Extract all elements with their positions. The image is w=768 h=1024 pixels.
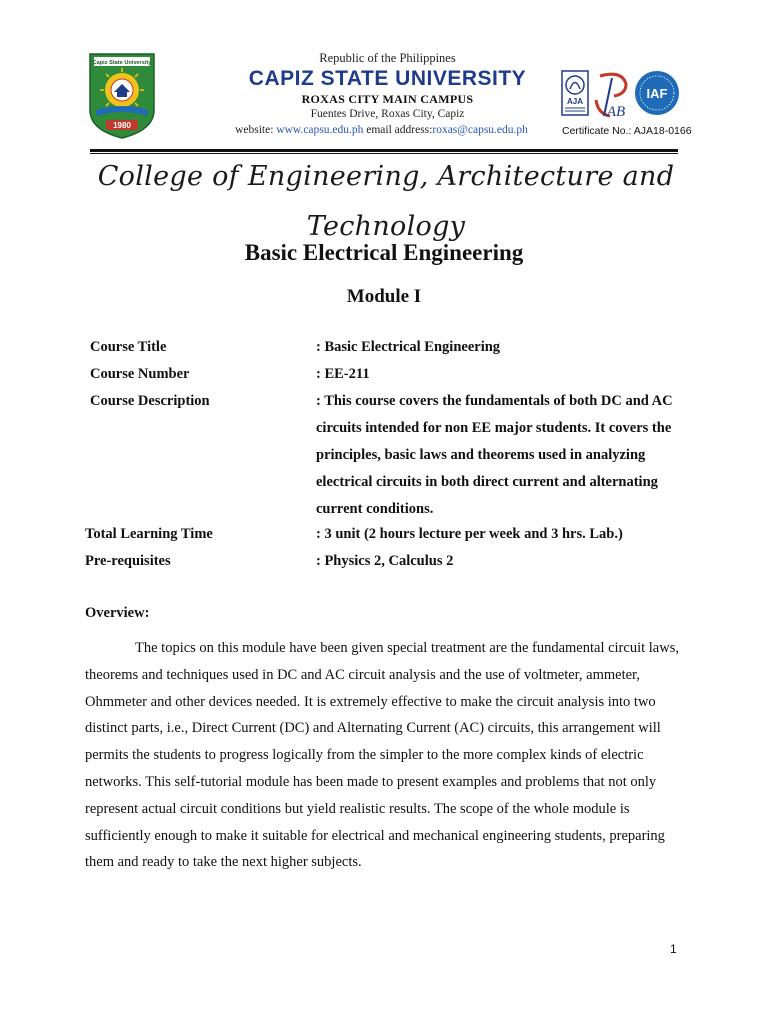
svg-text:AJA: AJA (566, 97, 584, 106)
course-description-label: Course Description (90, 393, 210, 409)
document-title: Basic Electrical Engineering (244, 240, 524, 265)
republic-line: Republic of the Philippines (319, 51, 456, 65)
prerequisites-value: : Physics 2, Calculus 2 (316, 553, 454, 569)
letterhead-text (210, 50, 565, 138)
letterhead (0, 0, 768, 242)
course-title-label: Course Title (90, 339, 167, 355)
iaf-icon (634, 70, 680, 116)
jab-accreditation-icon (592, 70, 630, 122)
website-label: website: (235, 124, 277, 136)
course-number-value: : EE-211 (316, 366, 370, 382)
svg-text:1980: 1980 (113, 121, 131, 130)
university-seal-icon (88, 52, 156, 140)
svg-text:Capiz State University: Capiz State University (92, 60, 152, 66)
learning-time-value: : 3 unit (2 hours lecture per week and 3 hrs. Lab.) (316, 526, 623, 542)
contact-line (198, 122, 565, 138)
campus-address: Fuentes Drive, Roxas City, Capiz (310, 108, 465, 120)
website-link[interactable]: www.capsu.edu.ph (276, 124, 364, 136)
course-description-value: : This course covers the fundamentals of both DC and AC circuits intended for non EE major students. It covers the principles, basic laws and theorems used in analyzing electrical circuits in both direct current and alternating current conditions. (316, 393, 673, 517)
overview-heading: Overview: (85, 605, 150, 621)
module-title: Module I (346, 286, 422, 307)
campus-name: ROXAS CITY MAIN CAMPUS (301, 92, 474, 106)
svg-text:AB: AB (606, 104, 626, 120)
email-label: email address: (363, 124, 433, 136)
learning-time-label: Total Learning Time (85, 526, 213, 542)
college-name: College of Engineering, Architecture and Technology (97, 161, 675, 242)
course-title-value: : Basic Electrical Engineering (316, 339, 501, 355)
overview-paragraph: The topics on this module have been given special treatment are the fundamental circuit laws, theorems and techniques used in DC and AC circuit analysis and the use of voltmeter, ammeter, Ohmmeter and other devices needed. It is extremely effective to make the circuit analysis into two distinct parts, i.e., Direct Current (DC) and Alternating Current (AC) circuits, this arrangement will permits the students to progress logically from the simpler to the more complex kinds of electric networks. This self-tutorial module has been made to present examples and problems that not only represent actual circuit conditions but yield realistic results. The scope of the whole module is sufficiently enough to make it suitable for electrical and mechanical engineering students, preparing them and ready to take the next higher subjects. (85, 640, 679, 871)
svg-text:IAF: IAF (646, 86, 668, 101)
university-name: CAPIZ STATE UNIVERSITY (248, 67, 527, 90)
aja-registrar-icon (561, 70, 589, 116)
email-link[interactable]: roxas@capsu.edu.ph (432, 124, 528, 136)
certificate-number: Certificate No.: AJA18-0166 (562, 125, 692, 137)
page-number: 1 (670, 942, 677, 956)
course-number-label: Course Number (90, 366, 190, 382)
prerequisites-label: Pre-requisites (85, 553, 171, 569)
